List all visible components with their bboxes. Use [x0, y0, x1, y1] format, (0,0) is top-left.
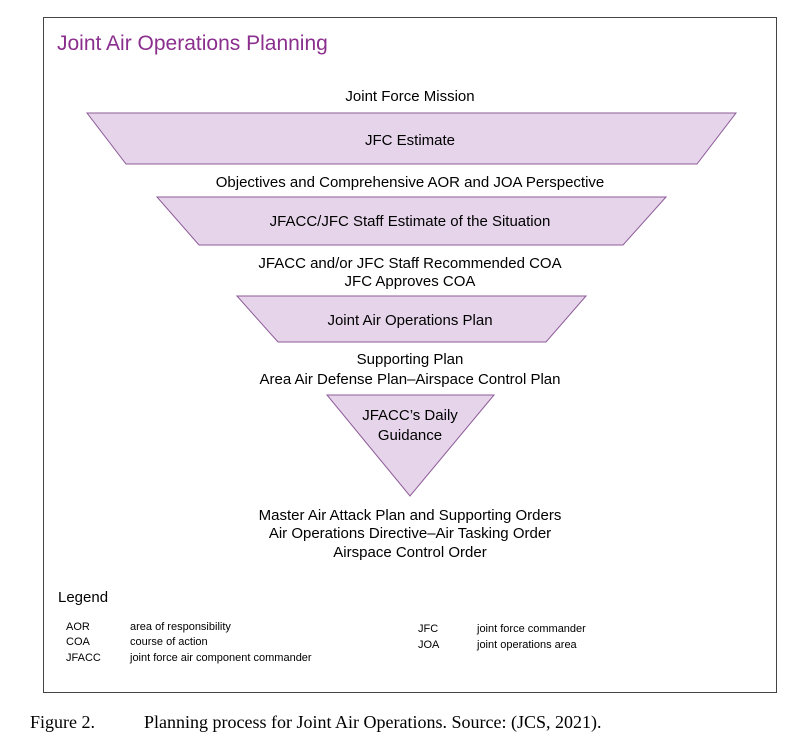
label-joint-air-plan: Joint Air Operations Plan — [327, 312, 493, 329]
label-master-air-attack: Master Air Attack Plan and Supporting Orders — [258, 507, 562, 524]
diagram-title: Joint Air Operations Planning — [57, 32, 328, 55]
label-objectives: Objectives and Comprehensive AOR and JOA Perspective — [215, 174, 605, 191]
label-staff-estimate: JFACC/JFC Staff Estimate of the Situation — [269, 213, 551, 230]
label-area-air-defense: Area Air Defense Plan–Airspace Control Plan — [259, 371, 561, 388]
label-recommended-coa: JFACC and/or JFC Staff Recommended COA — [258, 255, 562, 272]
legend-title: Legend — [58, 589, 109, 606]
figure-caption-text: Planning process for Joint Air Operations. Source: (JCS, 2021). — [144, 712, 602, 732]
legend-abbr: AOR — [66, 621, 90, 633]
label-jfc-estimate: JFC Estimate — [364, 132, 456, 149]
label-joint-force-mission: Joint Force Mission — [345, 88, 475, 105]
legend-def: joint operations area — [477, 639, 577, 651]
label-supporting-plan: Supporting Plan — [356, 351, 464, 368]
legend-abbr: JOA — [418, 639, 440, 651]
legend-def: joint force commander — [477, 623, 586, 635]
legend-def: course of action — [130, 636, 208, 648]
legend-abbr: JFACC — [66, 652, 101, 664]
label-approves-coa: JFC Approves COA — [344, 273, 476, 290]
label-air-ops-directive: Air Operations Directive–Air Tasking Order — [268, 525, 552, 542]
label-daily-guidance-line1: JFACC’s Daily — [362, 407, 458, 424]
legend-def: area of responsibility — [130, 621, 231, 633]
legend-abbr: JFC — [418, 623, 439, 635]
label-daily-guidance-line2: Guidance — [377, 427, 443, 444]
legend-def: joint force air component commander — [130, 652, 312, 664]
figure-number: Figure 2. — [30, 712, 95, 732]
label-airspace-control-order: Airspace Control Order — [333, 544, 487, 561]
legend-abbr: COA — [66, 636, 90, 648]
